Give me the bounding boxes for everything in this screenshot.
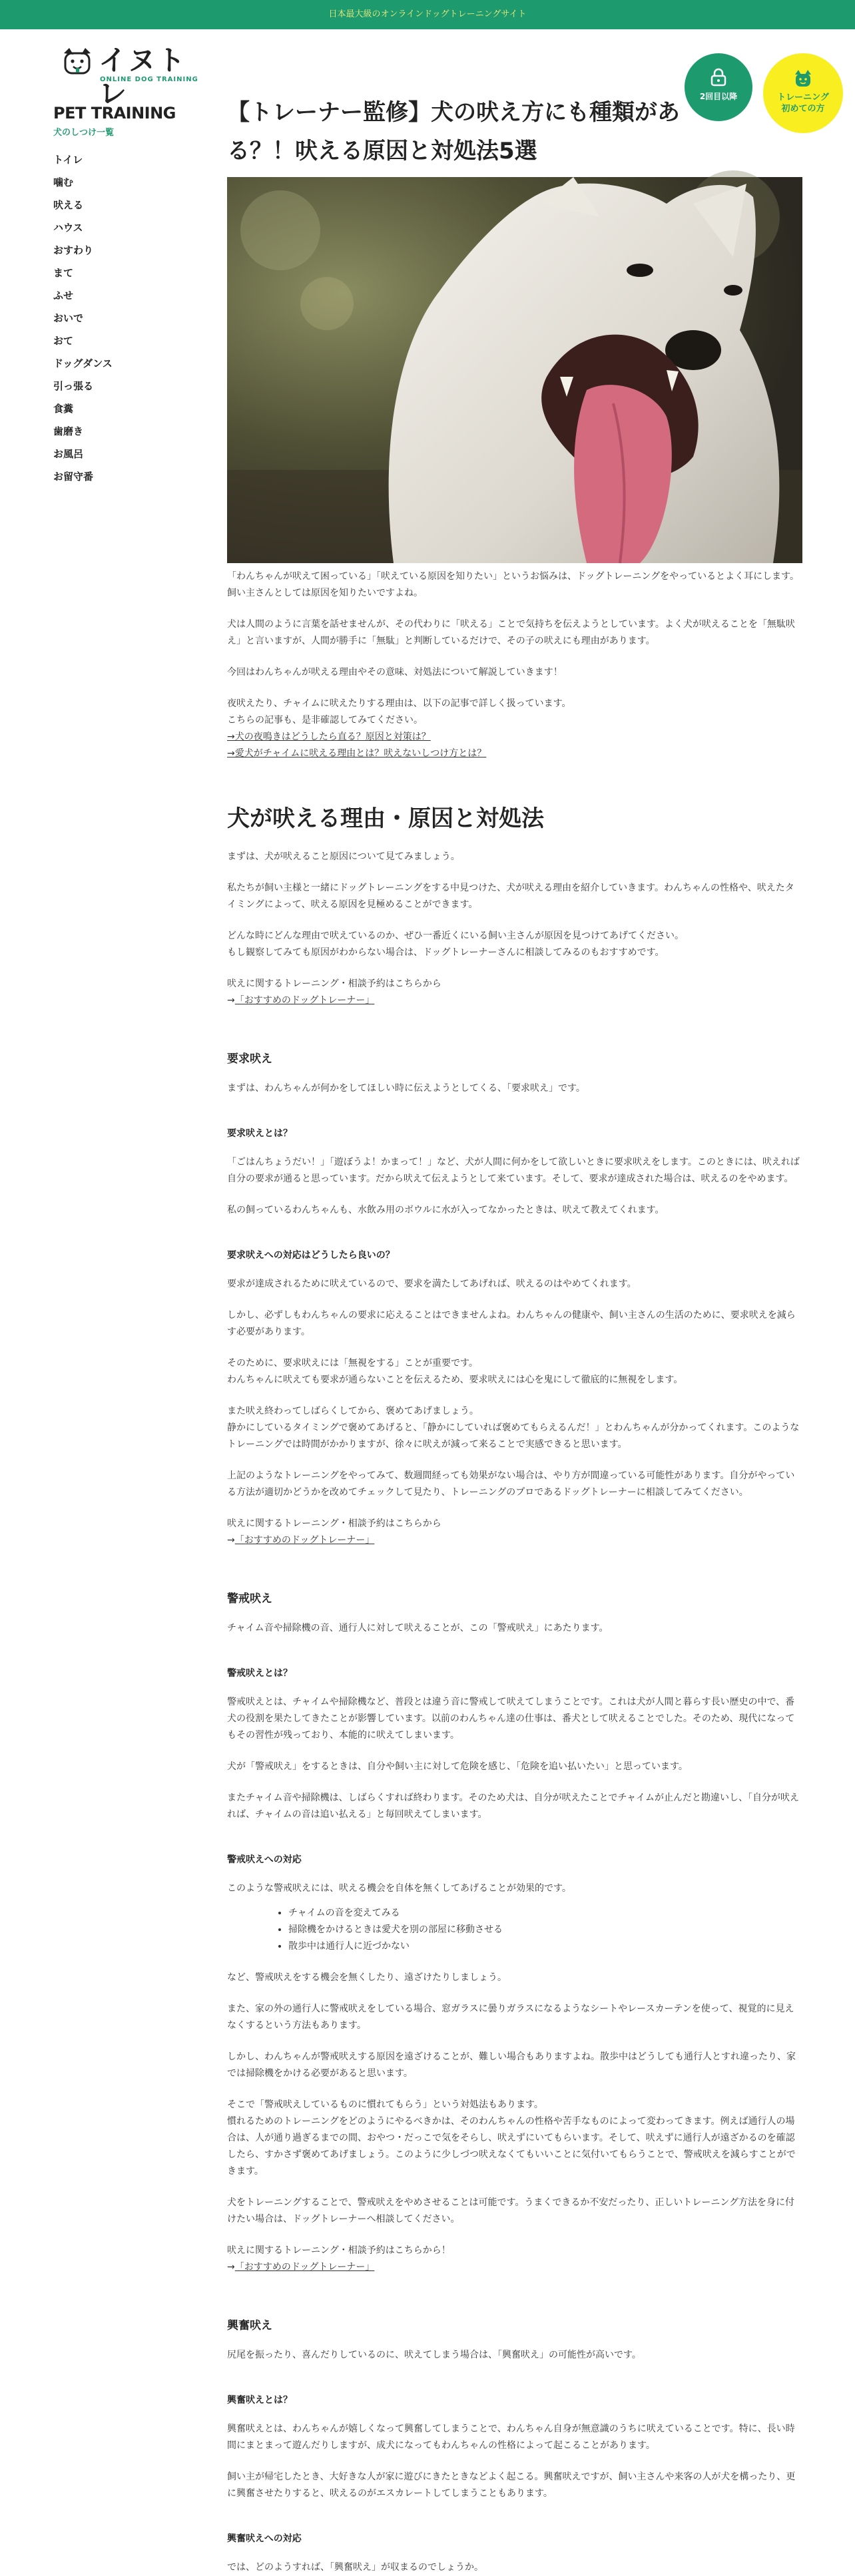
demand-paragraph-5: しかし、必ずしもわんちゃんの要求に応えることはできませんよね。わんちゃんの健康や、飼い主さんの生活のために、要求吠えを減らす必要があります。 xyxy=(227,1310,796,1337)
consult-text: 吠えに関するトレーニング・相談予約はこちらから xyxy=(227,978,441,989)
sidebar-item-coprophagia[interactable]: 食糞 xyxy=(53,403,74,415)
consult-arrow: → xyxy=(227,995,235,1006)
alert-paragraph-10: 犬をトレーニングすることで、警戒吠えをやめさせることは可能です。うまくできるか不安だったり、正しいトレーニング方法を身に付けたい場合は、ドッグトレーナーへ相談してください。 xyxy=(227,2197,795,2225)
page-title: 【トレーナー監修】犬の吠え方にも種類がある？！吠える原因と対処法5選 xyxy=(227,99,680,164)
list-item: • 掃除機をかけるときは愛犬を別の部屋に移動させる xyxy=(288,1922,802,1938)
sidebar-item-toilet[interactable]: トイレ xyxy=(53,154,83,166)
consult-text: 吠えに関するトレーニング・相談予約はこちらから xyxy=(227,1518,441,1529)
alert-paragraph-8: しかし、わんちゃんが警戒吠えする原因を遠ざけることが、難しい場合もありますよね。散歩中はどうしても通行人とすれ違ったり、家では掃除機をかける必要があると思います。 xyxy=(227,2051,796,2079)
heading-excitement-barking: 興奮吠え xyxy=(227,2319,272,2332)
section-paragraph-3 xyxy=(227,928,802,961)
demand-paragraph-7 xyxy=(227,1403,802,1453)
heading-alert-barking: 警戒吠え xyxy=(227,1592,272,1606)
site-logo[interactable] xyxy=(60,44,200,110)
recommended-trainer-link[interactable]: 「おすすめのドッグトレーナー」 xyxy=(234,2262,375,2272)
logo-brand-text: イヌトレ xyxy=(99,44,187,110)
sidebar-item-paw[interactable]: おて xyxy=(53,335,73,347)
alert-tips-list xyxy=(288,1905,802,1955)
sidebar-item-down[interactable]: ふせ xyxy=(53,290,74,302)
list-item: • 散歩中は通行人に近づかない xyxy=(288,1938,802,1955)
article xyxy=(227,93,802,2576)
demand-paragraph-2: 「ごはんちょうだい！」「遊ぼうよ！かまって！」など、犬が人間に何かをして欲しいときに要求吠えをします。このときには、吠えれば自分の要求が通ると思っています。だから吠えて伝えようとして来ています。そして、要求が達成された場合は、吠えるのをやめます。 xyxy=(227,1157,800,1184)
heading-what-is-demand-barking: 要求吠えとは？ xyxy=(227,1128,292,1139)
related-text-1: 夜吠えたり、チャイムに吠えたりする理由は、以下の記事で詳しく扱っています。 xyxy=(227,698,571,709)
first-time-label-line1: トレーニング xyxy=(777,93,829,103)
excite-paragraph-4: では、どのようすれば、「興奮吠え」が収まるのでしょうか。 xyxy=(227,2562,483,2573)
consult-block-2 xyxy=(227,1516,802,1549)
list-item: • チャイムの音を変えてみる xyxy=(288,1905,802,1922)
demand-paragraph-6 xyxy=(227,1355,802,1389)
sidebar-item-teeth-brushing[interactable]: 歯磨き xyxy=(53,425,84,437)
doorbell-barking-article-link[interactable]: →愛犬がチャイムに吠える理由とは？吠えないしつけ方とは？ xyxy=(227,748,487,759)
excite-paragraph-3: 飼い主が帰宅したとき、大好きな人が家に遊びにきたときなどよく起こる。興奮吠えですが、飼い主さんや来客の人が犬を構ったり、更に興奮させたりすると、吠えるのがエスカレートしてしまうこともあります。 xyxy=(227,2471,796,2499)
heading-alert-barking-response: 警戒吠えへの対応 xyxy=(227,1854,302,1865)
alert-paragraph-9 xyxy=(227,2097,802,2180)
sidebar-item-sit[interactable]: おすわり xyxy=(53,244,94,256)
alert-paragraph-6: など、警戒吠えをする機会を無くしたり、遠ざけたりしましょう。 xyxy=(227,1972,507,1983)
consult-block-1 xyxy=(227,976,802,1009)
alert-paragraph-7: また、家の外の通行人に警戒吠えをしている場合、窓ガラスに曇りガラスになるようなシートやレースカーテンを使って、視覚的に見えなくするという方法もあります。 xyxy=(227,2004,794,2031)
sidebar-item-come[interactable]: おいで xyxy=(53,312,84,324)
demand-paragraph-8: 上記のようなトレーニングをやってみて、数週間経っても効果がない場合は、やり方が間違っている可能性があります。自分がやっている方法が適切かどうかを改めてチェックして見たり、トレーニングのプロであるドッグトレーナーに相談してみてください。 xyxy=(227,1470,795,1498)
excite-paragraph-1: 尻尾を振ったり、喜んだりしているのに、吠えてしまう場合は、「興奮吠え」の可能性が高いです。 xyxy=(227,2350,641,2360)
demand-paragraph-6a: そのために、要求吠えには「無視をする」ことが重要です。 xyxy=(227,1358,478,1369)
heading-demand-barking-response: 要求吠えへの対応はどうしたら良いの？ xyxy=(227,1250,395,1261)
consult-block-3 xyxy=(227,2243,802,2276)
section-paragraph-2: 私たちが飼い主様と一緒にドッグトレーニングをする中見つけた、犬が吠える理由を紹介していきます。わんちゃんの性格や、吠えたタイミングによって、吠える原因を見極めることができます。 xyxy=(227,883,794,910)
alert-paragraph-9b: 慣れるためのトレーニングをどのようにやるべきかは、そのわんちゃんの性格や苦手なものによって変わってきます。例えば通行人の場合は、人が通り過ぎるまでの間、おやつ・だっこで気をそらし、吠えずにいてもらいます。そして、吠えずに通行人が遠ざかるのを確認したら、すかさず褒めてあげましょう。このように少しづつ吠えなくてもいいことに気付いてもらうことで、警戒吠えを減らすことができます。 xyxy=(227,2116,796,2177)
sidebar-item-house[interactable]: ハウス xyxy=(53,222,83,234)
returning-user-label: 2回目以降 xyxy=(699,92,738,101)
alert-paragraph-1: チャイム音や掃除機の音、通行人に対して吠えることが、この「警戒吠え」にあたります。 xyxy=(227,1623,609,1633)
intro-paragraph-1: 「わんちゃんが吠えて困っている」「吠えている原因を知りたい」というお悩みは、ドッグトレーニングをやっているとよく耳にします。飼い主さんとしては原因を知りたいですよね。 xyxy=(227,571,800,598)
consult-text: 吠えに関するトレーニング・相談予約はこちらから！ xyxy=(227,2245,451,2256)
heading-demand-barking: 要求吠え xyxy=(227,1052,272,1066)
alert-paragraph-9a: そこで「警戒吠えしているものに慣れてもらう」という対処法もあります。 xyxy=(227,2099,543,2110)
sidebar-menu xyxy=(53,148,213,488)
demand-paragraph-4: 要求が達成されるために吠えているので、要求を満たしてあげれば、吠えるのはやめてくれます。 xyxy=(227,1279,637,1289)
hero-dog-image xyxy=(227,177,802,563)
sidebar-item-biting[interactable]: 噛む xyxy=(53,176,74,188)
section-heading-reasons: 犬が吠える理由・原因と対処法 xyxy=(227,805,544,832)
section-paragraph-3a: どんな時にどんな理由で吠えているのか、ぜひ一番近くにいる飼い主さんが原因を見つけてあげてください。 xyxy=(227,931,684,941)
related-text-2: こちらの記事も、是非確認してみてください。 xyxy=(227,715,423,726)
sidebar-item-bath[interactable]: お風呂 xyxy=(53,448,84,460)
intro-paragraph-2: 犬は人間のように言葉を話せませんが、その代わりに「吠える」ことで気持ちを伝えようとしています。よく犬が吠えることを「無駄吠え」と言いますが、人間が勝手に「無駄」と判断しているだけで、その子の吠えにも理由があります。 xyxy=(227,619,795,646)
demand-paragraph-1: まずは、わんちゃんが何かをしてほしい時に伝えようとしてくる、「要求吠え」です。 xyxy=(227,1083,585,1094)
demand-paragraph-7b: 静かにしているタイミングで褒めてあげると、「静かにしていれば褒めてもらえるんだ！」とわんちゃんが分かってくれます。このようなトレーニングでは時間がかかりますが、徐々に吠えが減って来ることで実感できると思います。 xyxy=(227,1422,800,1450)
section-paragraph-1: まずは、犬が吠えること原因について見てみましょう。 xyxy=(227,851,460,862)
sidebar-subtitle: 犬のしつけ一覧 xyxy=(53,128,115,138)
sidebar-item-home-alone[interactable]: お留守番 xyxy=(53,471,94,483)
sidebar-item-pulling[interactable]: 引っ張る xyxy=(53,380,94,392)
intro-related-links xyxy=(227,696,802,762)
intro-paragraph-3: 今回はわんちゃんが吠える理由やその意味、対処法について解説していきます！ xyxy=(227,667,563,678)
heading-excitement-barking-response: 興奮吠えへの対応 xyxy=(227,2533,302,2544)
recommended-trainer-link[interactable]: 「おすすめのドッグトレーナー」 xyxy=(234,1535,375,1546)
sidebar-item-dog-dance[interactable]: ドッグダンス xyxy=(53,357,113,369)
sidebar-title: PET TRAINING xyxy=(53,104,176,122)
recommended-trainer-link[interactable]: 「おすすめのドッグトレーナー」 xyxy=(234,995,375,1006)
alert-paragraph-5: このような警戒吠えには、吠える機会を自体を無くしてあげることが効果的です。 xyxy=(227,1883,571,1894)
consult-arrow: → xyxy=(227,2262,235,2272)
consult-arrow: → xyxy=(227,1535,235,1546)
sidebar-item-barking[interactable]: 吠える xyxy=(53,199,84,211)
white-dog-photo xyxy=(227,177,802,563)
sidebar-item-wait[interactable]: まて xyxy=(53,267,74,279)
lock-icon xyxy=(710,68,727,87)
logo-tagline: ONLINE DOG TRAINING xyxy=(100,76,198,83)
night-howling-article-link[interactable]: →犬の夜鳴きはどうしたら直る？原因と対策は？ xyxy=(227,732,431,742)
top-announcement-bar xyxy=(0,0,855,29)
heading-what-is-alert-barking: 警戒吠えとは？ xyxy=(227,1668,292,1679)
demand-paragraph-7a: また吠え終わってしばらくしてから、褒めてあげましょう。 xyxy=(227,1406,479,1416)
alert-paragraph-3: 犬が「警戒吠え」をするときは、自分や飼い主に対して危険を感じ、「危険を追い払いたい」と思っています。 xyxy=(227,1761,688,1772)
section-paragraph-3b: もし観察してみても原因がわからない場合は、ドッグトレーナーさんに相談してみるのもおすすめです。 xyxy=(227,947,665,958)
heading-what-is-excitement-barking: 興奮吠えとは？ xyxy=(227,2395,292,2406)
top-announcement-text: 日本最大級のオンラインドッグトレーニングサイト xyxy=(328,9,527,19)
sidebar xyxy=(53,104,213,488)
dog-face-icon xyxy=(792,69,814,88)
demand-paragraph-3: 私の飼っているわんちゃんも、水飲み用のボウルに水が入ってなかったときは、吠えて教えてくれます。 xyxy=(227,1205,665,1215)
alert-paragraph-2: 警戒吠えとは、チャイムや掃除機など、普段とは違う音に警戒して吠えてしまうことです。これは犬が人間と暮らす長い歴史の中で、番犬の役割を果たしてきたことが影響しています。以前のわんちゃん達の仕事は、番犬として吠えることでした。そのため、現代になってもその習性が残っており、本能的に吠えてしまいます。 xyxy=(227,1697,795,1741)
alert-paragraph-4: またチャイム音や掃除機は、しばらくすれば終わります。そのため犬は、自分が吠えたことでチャイムが止んだと勘違いし、「自分が吠えれば、チャイムの音は追い払える」と毎回吠えてしまいます。 xyxy=(227,1793,800,1820)
demand-paragraph-6b: わんちゃんに吠えても要求が通らないことを伝えるため、要求吠えには心を鬼にして徹底的に無視をします。 xyxy=(227,1375,683,1385)
dog-face-icon xyxy=(60,47,95,77)
first-time-label-line2: 初めての方 xyxy=(781,104,825,114)
excite-paragraph-2: 興奮吠えとは、わんちゃんが嬉しくなって興奮してしまうことで、わんちゃん自身が無意識のうちに吠えていることです。特に、長い時間にまとまって遊んだりしますが、成犬になってもわんちゃんの性格によって起こることがあります。 xyxy=(227,2424,795,2451)
